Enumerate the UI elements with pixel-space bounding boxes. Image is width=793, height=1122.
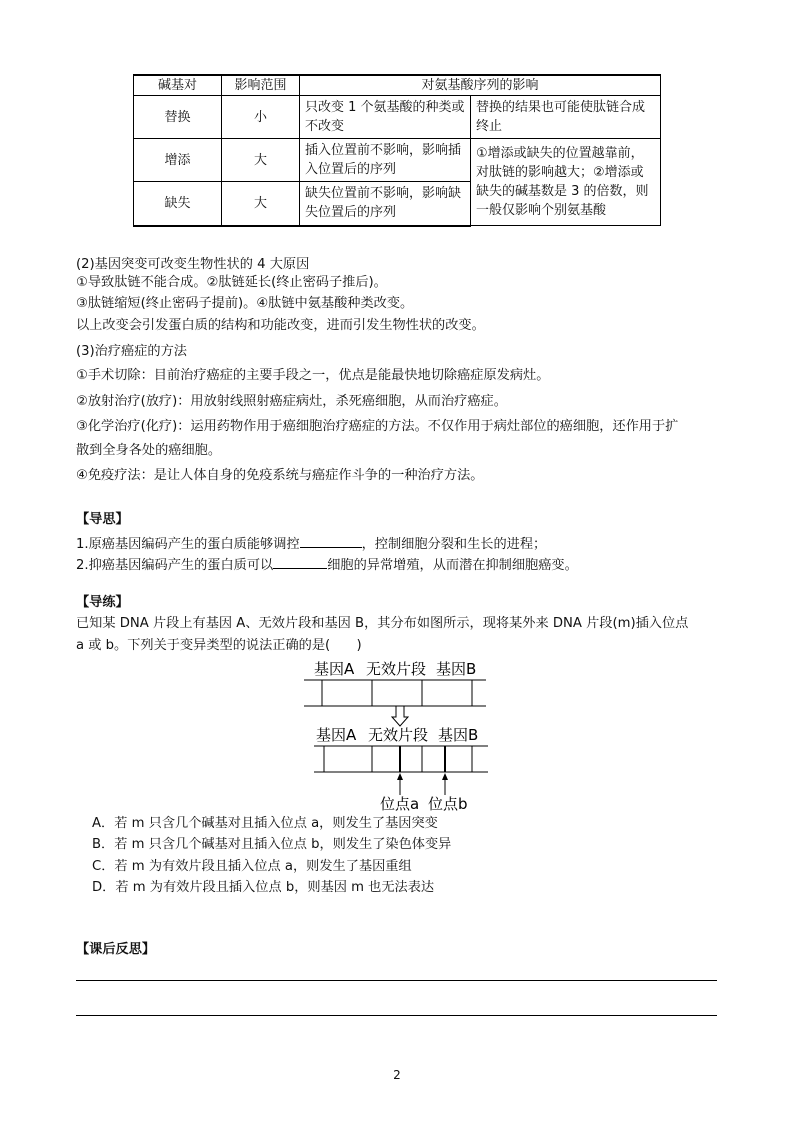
row-effect-right: 替换的结果也可能使肽链合成终止 (471, 96, 661, 139)
dna-strand-bottom (314, 746, 488, 772)
option-c[interactable]: C．若 m 为有效片段且插入位点 a，则发生了基因重组 (92, 859, 412, 874)
daosi-heading: 【导思】 (76, 512, 129, 527)
row-effect-merged: ①增添或缺失的位置越靠前，对肽链的影响越大；②增添或缺失的碱基数是 3 的倍数，则一般仅影响个别氨基酸 (471, 139, 661, 226)
down-arrow-icon (392, 706, 408, 726)
option-d[interactable]: D．若 m 为有效片段且插入位点 b，则基因 m 也无法表达 (92, 880, 435, 895)
figure-top-label-gene-b: 基因B (436, 660, 477, 678)
site-a-arrow-icon (397, 773, 403, 795)
daolian-heading: 【导练】 (76, 595, 129, 610)
section3-item3a: ③化学治疗(化疗)：运用药物作用于癌细胞治疗癌症的方法。不仅作用于病灶部位的癌细胞，还作用于扩 (76, 419, 679, 434)
table-row (134, 139, 661, 182)
site-b-arrow-icon (442, 773, 448, 795)
row-effect-left: 只改变 1 个氨基酸的种类或不改变 (300, 96, 471, 139)
row-range: 小 (222, 96, 300, 139)
figure-top-label-invalid: 无效片段 (366, 660, 427, 678)
header-effect: 对氨基酸序列的影响 (300, 75, 661, 96)
daosi-question-2 (76, 554, 578, 575)
daosi-q1-after: ，控制细胞分裂和生长的进程； (361, 537, 547, 552)
answer-blank-2[interactable] (273, 554, 327, 569)
reflection-heading: 【课后反思】 (76, 942, 156, 957)
page-number: 2 (393, 1068, 401, 1082)
section3-item4: ④免疫疗法：是让人体自身的免疫系统与癌症作斗争的一种治疗方法。 (76, 468, 484, 483)
dna-strand-top (304, 680, 486, 706)
figure-bottom-label-gene-b: 基因B (438, 726, 479, 744)
daosi-q2-after: 细胞的异常增殖，从而潜在抑制细胞癌变。 (327, 558, 578, 573)
figure-bottom-label-invalid: 无效片段 (368, 726, 429, 744)
figure-site-b-label: 位点b (428, 795, 468, 813)
row-effect-left: 插入位置前不影响，影响插入位置后的序列 (300, 139, 471, 182)
row-range: 大 (222, 139, 300, 182)
daosi-question-1 (76, 533, 546, 554)
answer-blank-1[interactable] (300, 533, 362, 548)
table-header-row (134, 75, 661, 96)
header-base-pair: 碱基对 (134, 75, 222, 96)
row-type: 增添 (134, 139, 222, 182)
section2-line1: ①导致肽链不能合成。②肽链延长(终止密码子推后)。 (76, 275, 387, 290)
row-type: 缺失 (134, 182, 222, 226)
reflection-line-1[interactable] (76, 980, 717, 981)
reflection-line-2[interactable] (76, 1015, 717, 1016)
dna-insertion-figure (300, 655, 500, 815)
section2-line3: 以上改变会引发蛋白质的结构和功能改变，进而引发生物性状的改变。 (76, 318, 485, 333)
section3-item2: ②放射治疗(放疗)：用放射线照射癌症病灶，杀死癌细胞，从而治疗癌症。 (76, 394, 507, 409)
section3-item3b: 散到全身各处的癌细胞。 (76, 443, 222, 458)
header-range: 影响范围 (222, 75, 300, 96)
option-b[interactable]: B．若 m 只含几个碱基对且插入位点 b，则发生了染色体变异 (92, 837, 452, 852)
table-row (134, 96, 661, 139)
section2-line2: ③肽链缩短(终止密码子提前)。④肽链中氨基酸种类改变。 (76, 296, 414, 311)
row-range: 大 (222, 182, 300, 226)
row-effect-left: 缺失位置前不影响，影响缺失位置后的序列 (300, 182, 471, 226)
section2-title: (2)基因突变可改变生物性状的 4 大原因 (76, 257, 310, 272)
section3-title: (3)治疗癌症的方法 (76, 344, 187, 359)
row-type: 替换 (134, 96, 222, 139)
daosi-q2-before: 2.抑癌基因编码产生的蛋白质可以 (76, 558, 274, 573)
daolian-stem-1: 已知某 DNA 片段上有基因 A、无效片段和基因 B，其分布如图所示，现将某外来 DNA 片段(m)插入位点 (76, 616, 689, 631)
figure-top-label-gene-a: 基因A (314, 660, 355, 678)
daosi-q1-before: 1.原癌基因编码产生的蛋白质能够调控 (76, 537, 300, 552)
mutation-effect-table (133, 74, 661, 227)
figure-site-a-label: 位点a (380, 795, 420, 813)
option-a[interactable]: A．若 m 只含几个碱基对且插入位点 a，则发生了基因突变 (92, 816, 438, 831)
figure-bottom-label-gene-a: 基因A (316, 726, 357, 744)
section3-item1: ①手术切除：目前治疗癌症的主要手段之一，优点是能最快地切除癌症原发病灶。 (76, 368, 550, 383)
daolian-stem-2: a 或 b。下列关于变异类型的说法正确的是( ) (76, 638, 362, 653)
